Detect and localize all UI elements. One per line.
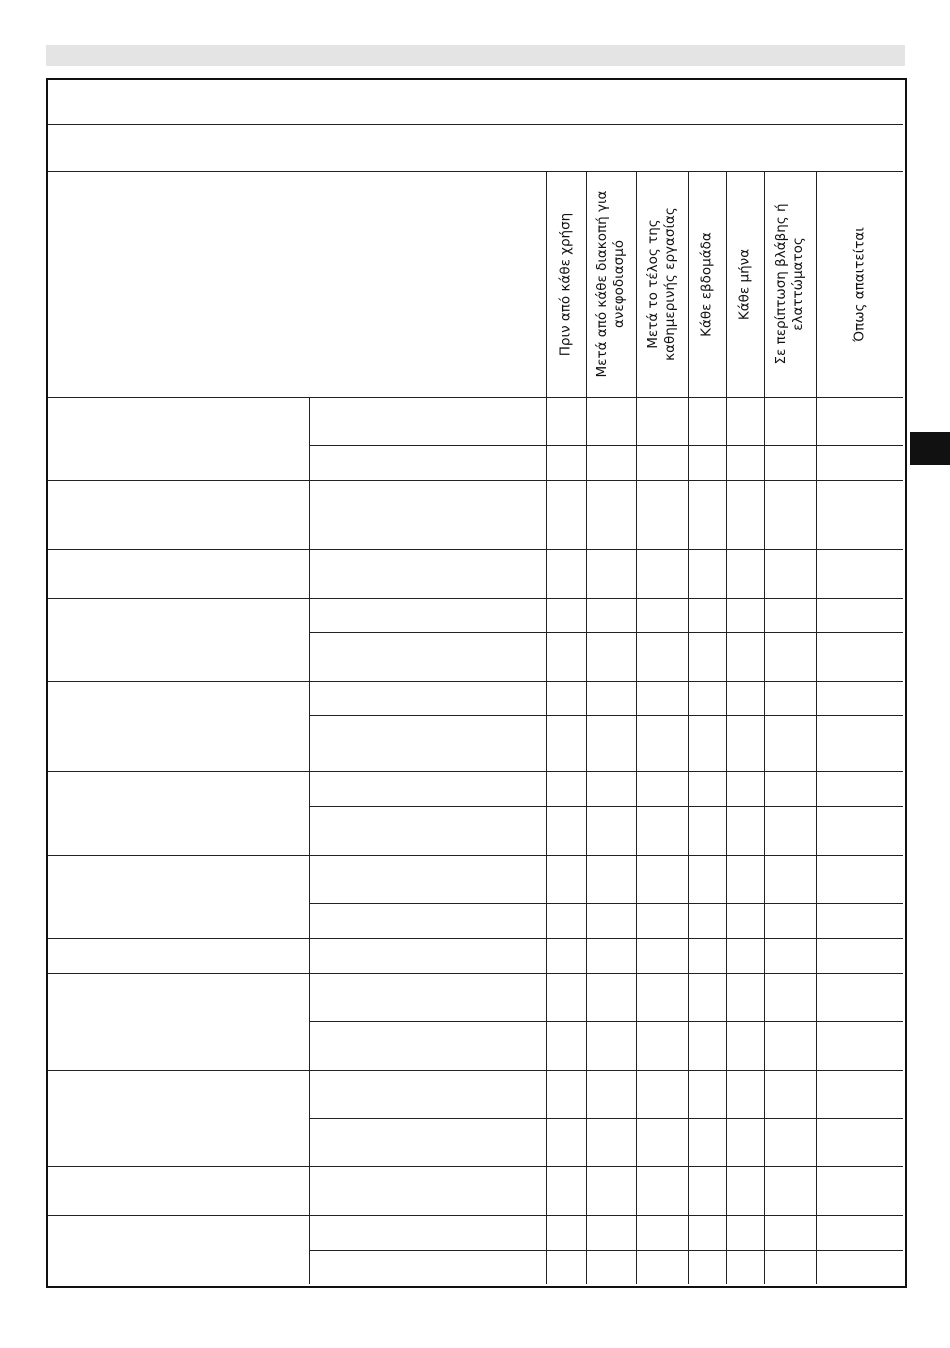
section-thumb-tab	[910, 432, 950, 465]
column-header-line: Πριν από κάθε χρήση	[557, 212, 574, 356]
group-row-divider	[48, 549, 903, 550]
column-header-line: ελαττώματος	[790, 237, 806, 331]
column-header-end-of-workday	[645, 174, 679, 394]
group-row-divider	[48, 855, 903, 856]
column-header-line: Μετά από κάθε διακοπή για	[594, 190, 610, 378]
header-divider	[48, 397, 903, 398]
group-row-divider	[48, 973, 903, 974]
group-row-divider	[48, 938, 903, 939]
column-header-line: Κάθε μήνα	[736, 248, 753, 320]
column-header-line: ανεφοδιασμό	[611, 239, 627, 329]
column-header-line: Όπως απαιτείται	[851, 226, 867, 342]
sub-row-divider	[309, 715, 903, 716]
group-row-divider	[48, 1215, 903, 1216]
title-row-divider	[48, 124, 903, 125]
column-header-line: Σε περίπτωση βλάβης ή	[773, 203, 789, 365]
column-header-after-each-refuel-break	[594, 174, 628, 394]
subtitle-row-divider	[48, 171, 903, 172]
sub-row-divider	[309, 1250, 903, 1251]
column-header-line: Μετά το τέλος της	[645, 219, 661, 349]
column-header-weekly	[699, 174, 716, 394]
sub-row-divider	[309, 903, 903, 904]
group-row-divider	[48, 771, 903, 772]
maintenance-schedule-table	[46, 78, 907, 1288]
sub-row-divider	[309, 445, 903, 446]
group-row-divider	[48, 598, 903, 599]
column-header-monthly	[737, 174, 754, 394]
column-header-line: Κάθε εβδομάδα	[698, 231, 715, 337]
sub-row-divider	[309, 632, 903, 633]
sub-row-divider	[309, 1118, 903, 1119]
group-row-divider	[48, 681, 903, 682]
column-header-before-each-use	[558, 174, 575, 394]
column-header-on-fault-or-damage	[773, 174, 807, 394]
top-header-band	[46, 45, 905, 66]
column-header-as-required	[851, 174, 868, 394]
group-row-divider	[48, 1166, 903, 1167]
group-row-divider	[48, 1070, 903, 1071]
component-column-divider	[309, 397, 310, 1284]
column-header-line: καθημερινής εργασίας	[662, 207, 678, 361]
sub-row-divider	[309, 806, 903, 807]
sub-row-divider	[309, 1021, 903, 1022]
group-row-divider	[48, 480, 903, 481]
